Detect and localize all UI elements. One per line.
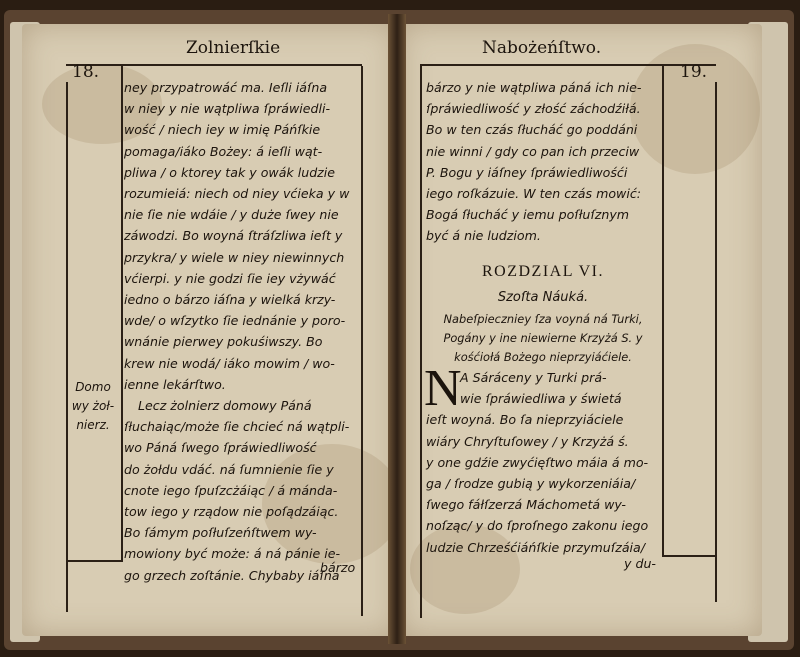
text-line: wde/ o wſzytko ſie iednánie y poro-: [124, 313, 346, 329]
text-line: pomaga/iáko Bożey: á ieſli wąt-: [124, 143, 323, 159]
margin-note: [68, 378, 118, 435]
margin-note-line: nierz.: [76, 418, 110, 432]
subtitle-line: Pogány y ine niewierne Krzyżá S. y: [443, 331, 643, 345]
text-line: ſpráwiedliwość y złość záchodźiłá.: [426, 101, 641, 117]
left-body-text: [124, 77, 362, 586]
text-line: mowiony być może: á ná pánie ie-: [124, 546, 341, 562]
text-line: y one gdźie zwyćięſtwo máia á mo-: [426, 454, 649, 470]
text-line: bárzo y nie wątpliwa páná ich nie-: [426, 80, 642, 95]
text-line: ga / ſrodze gubią y wykorzeniáia/: [426, 476, 636, 492]
left-folio: 18.: [72, 62, 100, 82]
right-foot-rule: [662, 555, 716, 557]
text-line: Bogá ſłucháć y iemu poſłuſznym: [426, 207, 630, 223]
text-line: cnote iego ſpuſzcżáiąc / á mánda-: [124, 482, 338, 498]
left-running-head: Zolnierſkie: [186, 38, 281, 58]
text-line: rozumieiá: niech od niey vćieka y w: [124, 186, 350, 202]
text-line: pliwa / o ktorey tak y owák ludzie: [124, 164, 336, 180]
right-chapter-body: [424, 360, 662, 558]
text-line: ſłuchaiąc/może ſie chcieć ná wątpli-: [124, 419, 350, 435]
text-line: Bo ſámym poſłuſzeńſtwem wy-: [124, 525, 317, 541]
right-body-text: [426, 77, 662, 247]
chapter-subtitle: [420, 310, 666, 367]
text-line: iedno o bárzo iáſna y wielká krzy-: [124, 292, 336, 308]
text-line: krew nie wodá/ iáko mowim / wo-: [124, 355, 335, 371]
text-line: vćierpi. y nie godzi ſie iey vżywáć: [124, 270, 336, 286]
text-line: A Sáráceny y Turki prá-: [460, 370, 607, 385]
right-folio: 19.: [680, 62, 708, 82]
text-line: ſwego fáłſzerzá Máchometá wy-: [426, 497, 626, 513]
text-line: być á nie ludziom.: [426, 228, 541, 244]
text-line: záwodzi. Bo woyná ſtráſzliwa ieſt y: [124, 228, 343, 244]
text-line: wiáry Chryſtuſowey / y Krzyżá ś.: [426, 433, 629, 449]
text-line: nie winni / gdy co pan ich przeciw: [426, 143, 640, 159]
left-catchword: bárzo: [320, 560, 356, 575]
text-line: wie ſpráwiedliwa y świetá: [460, 391, 622, 407]
text-line: ney przypatrowáć ma. Ieſli iáſna: [124, 80, 328, 95]
right-catchword: y du-: [624, 556, 656, 571]
text-line: nie ſie nie wdáie / y duże ſwey nie: [124, 207, 339, 223]
left-inner-rule: [121, 66, 123, 562]
margin-note-line: wy żoł-: [71, 399, 115, 413]
text-line: go grzech zoſtánie. Chybaby iáſna: [124, 567, 340, 583]
text-line: noſząc/ y do ſproſnego zakonu iego: [426, 518, 649, 534]
text-line: w niey y nie wątpliwa ſpráwiedli-: [124, 101, 331, 117]
text-line: do żołdu vdáć. ná ſumnienie ſie y: [124, 461, 334, 477]
text-line: tow iego y rządow nie poſądzáiąc.: [124, 504, 339, 520]
left-outer-rule: [66, 82, 68, 612]
lesson-title: Szoſta Náuká.: [497, 290, 589, 305]
text-line: Bo w ten czás ſłucháć go poddáni: [426, 122, 638, 138]
text-line: wość / niech iey w imię Páńſkie: [124, 122, 321, 138]
text-line: ienne lekárſtwo.: [124, 376, 226, 392]
text-line: wo Páná ſwego ſpráwiedliwość: [124, 440, 317, 456]
text-line: wnánie pierwey pokuśiwszy. Bo: [124, 334, 323, 350]
subtitle-line: kośćiołá Bożego nieprzyiáćiele.: [454, 350, 632, 364]
right-head-rule: [420, 64, 716, 66]
subtitle-line: Nabeſpieczniey ſza voyná ná Turki,: [443, 312, 643, 326]
text-line: ieſt woyná. Bo ſa nieprzyiáciele: [426, 412, 624, 428]
text-line: Lecz żolnierz domowy Páná: [138, 398, 312, 414]
text-line: iego roſkázuie. W ten czás mowić:: [426, 186, 642, 202]
left-foot-rule: [66, 560, 122, 562]
margin-note-line: Domo: [75, 380, 111, 394]
left-head-rule: [66, 64, 362, 66]
text-line: P. Bogu y iáſney ſpráwiedliwośći: [426, 164, 628, 180]
right-running-head: Nabożeńſtwo.: [482, 38, 602, 58]
drop-cap: N: [424, 360, 462, 417]
chapter-title: ROZDZIAL VI.: [482, 263, 604, 280]
book-gutter: [388, 14, 406, 644]
text-line: przykra/ y wiele w niey niewinnych: [124, 249, 345, 265]
text-line: ludzie Chrześćiáńſkie przymuſzáia/: [426, 539, 646, 555]
right-outer-rule: [715, 82, 717, 602]
